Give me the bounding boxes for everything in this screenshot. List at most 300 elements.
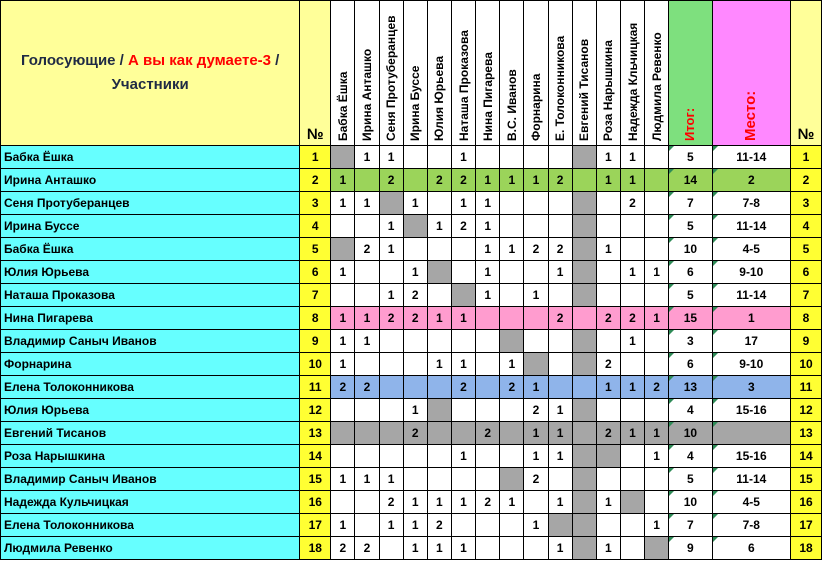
table-row <box>1 399 822 422</box>
participant-column-header: В.С. Иванов <box>500 1 524 146</box>
vote-cell: 1 <box>427 491 451 514</box>
title-participants: / Участники <box>111 52 280 93</box>
vote-cell <box>572 353 596 376</box>
row-number: 16 <box>300 491 331 514</box>
vote-cell <box>403 169 427 192</box>
place-cell: 3 <box>712 376 790 399</box>
vote-cell: 2 <box>403 284 427 307</box>
vote-cell <box>427 284 451 307</box>
vote-cell <box>572 422 596 445</box>
vote-cell <box>403 468 427 491</box>
vote-cell <box>427 192 451 215</box>
vote-cell <box>524 353 548 376</box>
total-cell: 7 <box>669 514 712 537</box>
vote-cell <box>500 330 524 353</box>
vote-cell <box>331 399 355 422</box>
vote-cell: 1 <box>403 399 427 422</box>
table-row <box>1 169 822 192</box>
row-number-right: 13 <box>791 422 822 445</box>
vote-cell <box>645 468 669 491</box>
vote-cell <box>451 514 475 537</box>
voter-name: Елена Толоконникова <box>1 376 300 399</box>
voter-name: Надежда Кульчицкая <box>1 491 300 514</box>
vote-cell: 1 <box>596 491 620 514</box>
vote-cell: 1 <box>476 215 500 238</box>
vote-cell <box>596 284 620 307</box>
vote-cell: 1 <box>403 192 427 215</box>
row-number: 18 <box>300 537 331 560</box>
vote-cell <box>645 537 669 560</box>
vote-cell: 2 <box>355 537 379 560</box>
voter-name: Юлия Юрьева <box>1 399 300 422</box>
vote-cell <box>572 238 596 261</box>
table-row <box>1 261 822 284</box>
vote-cell: 1 <box>596 238 620 261</box>
vote-cell <box>548 330 572 353</box>
vote-cell <box>572 307 596 330</box>
vote-cell <box>645 353 669 376</box>
participant-column-header: Ирина Анташко <box>355 1 379 146</box>
vote-cell: 1 <box>331 330 355 353</box>
place-cell <box>712 422 790 445</box>
voter-name: Роза Нарышкина <box>1 445 300 468</box>
table-row <box>1 146 822 169</box>
participant-column-header: Евгений Тисанов <box>572 1 596 146</box>
participant-column-header: Нина Пигарева <box>476 1 500 146</box>
vote-cell <box>620 514 644 537</box>
vote-cell: 2 <box>379 491 403 514</box>
place-cell: 4-5 <box>712 238 790 261</box>
vote-cell <box>403 238 427 261</box>
vote-cell <box>476 353 500 376</box>
vote-cell <box>596 192 620 215</box>
vote-cell: 1 <box>476 169 500 192</box>
vote-cell: 1 <box>355 192 379 215</box>
place-cell: 6 <box>712 537 790 560</box>
vote-cell <box>355 261 379 284</box>
vote-cell <box>572 514 596 537</box>
vote-cell <box>476 514 500 537</box>
vote-cell: 1 <box>620 261 644 284</box>
vote-cell: 2 <box>476 422 500 445</box>
vote-cell: 1 <box>451 146 475 169</box>
vote-cell: 1 <box>524 514 548 537</box>
vote-cell <box>379 422 403 445</box>
row-number: 4 <box>300 215 331 238</box>
vote-cell: 2 <box>403 307 427 330</box>
total-cell: 10 <box>669 422 712 445</box>
vote-cell: 1 <box>331 353 355 376</box>
table-row <box>1 238 822 261</box>
vote-cell <box>476 445 500 468</box>
vote-cell <box>331 445 355 468</box>
row-number-right: 5 <box>791 238 822 261</box>
vote-cell: 1 <box>620 146 644 169</box>
row-number-right: 10 <box>791 353 822 376</box>
vote-cell <box>331 422 355 445</box>
vote-cell <box>548 192 572 215</box>
vote-cell <box>500 468 524 491</box>
vote-cell <box>548 353 572 376</box>
vote-cell <box>355 399 379 422</box>
vote-cell: 1 <box>451 491 475 514</box>
vote-cell <box>500 261 524 284</box>
voter-name: Наташа Проказова <box>1 284 300 307</box>
vote-cell: 1 <box>524 422 548 445</box>
vote-cell <box>596 261 620 284</box>
vote-cell: 1 <box>403 514 427 537</box>
place-cell: 11-14 <box>712 284 790 307</box>
vote-cell <box>331 146 355 169</box>
vote-cell <box>548 284 572 307</box>
vote-cell <box>548 146 572 169</box>
place-cell: 11-14 <box>712 215 790 238</box>
row-number-right: 11 <box>791 376 822 399</box>
vote-cell: 1 <box>476 284 500 307</box>
vote-cell <box>572 376 596 399</box>
vote-cell: 2 <box>451 376 475 399</box>
vote-cell: 1 <box>379 284 403 307</box>
vote-cell: 1 <box>645 261 669 284</box>
place-cell: 15-16 <box>712 399 790 422</box>
vote-cell <box>548 468 572 491</box>
vote-cell: 1 <box>451 537 475 560</box>
row-number-right: 4 <box>791 215 822 238</box>
vote-cell: 1 <box>331 192 355 215</box>
table-row <box>1 353 822 376</box>
vote-cell: 2 <box>451 169 475 192</box>
row-number: 17 <box>300 514 331 537</box>
vote-cell <box>451 399 475 422</box>
participant-column-header: Наташа Проказова <box>451 1 475 146</box>
vote-cell: 1 <box>331 307 355 330</box>
total-cell: 4 <box>669 445 712 468</box>
vote-cell <box>524 192 548 215</box>
vote-cell <box>524 261 548 284</box>
vote-cell: 2 <box>403 422 427 445</box>
vote-cell: 1 <box>620 330 644 353</box>
vote-cell <box>451 468 475 491</box>
vote-cell: 2 <box>476 491 500 514</box>
table-row <box>1 422 822 445</box>
place-cell: 17 <box>712 330 790 353</box>
vote-cell: 1 <box>548 261 572 284</box>
participant-column-header: Бабка Ёшка <box>331 1 355 146</box>
vote-cell <box>379 330 403 353</box>
vote-cell <box>572 468 596 491</box>
vote-cell: 2 <box>548 238 572 261</box>
vote-cell <box>355 284 379 307</box>
vote-cell: 1 <box>645 514 669 537</box>
vote-cell <box>355 491 379 514</box>
vote-cell <box>476 307 500 330</box>
vote-cell <box>500 215 524 238</box>
table-row <box>1 192 822 215</box>
vote-cell: 1 <box>548 399 572 422</box>
vote-cell <box>379 192 403 215</box>
row-number: 7 <box>300 284 331 307</box>
voter-name: Елена Толоконникова <box>1 514 300 537</box>
voter-name: Бабка Ёшка <box>1 238 300 261</box>
total-cell: 5 <box>669 468 712 491</box>
vote-cell <box>476 330 500 353</box>
row-number: 2 <box>300 169 331 192</box>
participant-column-header: Надежда Кльчицкая <box>620 1 644 146</box>
participant-column-header: Ирина Буссе <box>403 1 427 146</box>
vote-cell <box>572 169 596 192</box>
header-row <box>1 1 822 146</box>
vote-cell <box>427 238 451 261</box>
voter-name: Ирина Анташко <box>1 169 300 192</box>
vote-cell <box>645 284 669 307</box>
row-number-right: 6 <box>791 261 822 284</box>
vote-cell: 2 <box>500 376 524 399</box>
voter-name: Форнарина <box>1 353 300 376</box>
total-cell: 14 <box>669 169 712 192</box>
place-cell: 11-14 <box>712 468 790 491</box>
vote-cell: 1 <box>548 537 572 560</box>
table-row <box>1 215 822 238</box>
vote-cell <box>427 422 451 445</box>
vote-cell: 1 <box>548 491 572 514</box>
total-cell: 10 <box>669 491 712 514</box>
row-number: 6 <box>300 261 331 284</box>
row-number-right: 17 <box>791 514 822 537</box>
vote-cell <box>596 445 620 468</box>
row-number: 13 <box>300 422 331 445</box>
vote-cell: 1 <box>355 307 379 330</box>
vote-cell: 1 <box>596 169 620 192</box>
vote-cell <box>645 169 669 192</box>
vote-cell: 1 <box>331 514 355 537</box>
vote-cell: 1 <box>355 146 379 169</box>
vote-cell <box>403 376 427 399</box>
vote-cell <box>645 491 669 514</box>
table-row <box>1 376 822 399</box>
row-number-right: 8 <box>791 307 822 330</box>
vote-cell: 1 <box>451 192 475 215</box>
vote-cell <box>379 261 403 284</box>
vote-cell: 1 <box>500 238 524 261</box>
vote-cell <box>645 238 669 261</box>
vote-cell <box>572 491 596 514</box>
vote-cell <box>451 284 475 307</box>
vote-cell <box>645 215 669 238</box>
vote-cell <box>500 537 524 560</box>
vote-cell: 1 <box>548 445 572 468</box>
vote-cell: 2 <box>524 238 548 261</box>
total-cell: 10 <box>669 238 712 261</box>
vote-cell <box>524 215 548 238</box>
vote-cell: 1 <box>427 307 451 330</box>
vote-cell <box>379 399 403 422</box>
table-row <box>1 307 822 330</box>
participant-column-header: Сеня Протуберанцев <box>379 1 403 146</box>
vote-cell <box>645 399 669 422</box>
total-cell: 15 <box>669 307 712 330</box>
voter-name: Владимир Саныч Иванов <box>1 330 300 353</box>
vote-cell <box>524 537 548 560</box>
participant-column-header: Юлия Юрьева <box>427 1 451 146</box>
row-number-right: 1 <box>791 146 822 169</box>
vote-cell <box>355 445 379 468</box>
vote-cell: 1 <box>451 307 475 330</box>
title-contest: А вы как думаете-3 <box>128 52 271 69</box>
vote-cell <box>572 261 596 284</box>
vote-cell <box>427 146 451 169</box>
vote-cell: 1 <box>379 146 403 169</box>
vote-cell <box>596 399 620 422</box>
vote-cell <box>645 146 669 169</box>
row-number: 8 <box>300 307 331 330</box>
vote-cell <box>403 215 427 238</box>
vote-cell <box>572 192 596 215</box>
vote-cell <box>620 491 644 514</box>
mesto-header: Место: <box>712 1 790 146</box>
voter-name: Нина Пигарева <box>1 307 300 330</box>
vote-cell <box>500 514 524 537</box>
vote-cell: 1 <box>596 537 620 560</box>
vote-cell <box>620 537 644 560</box>
vote-cell <box>572 445 596 468</box>
vote-cell <box>451 422 475 445</box>
vote-cell <box>476 146 500 169</box>
vote-cell <box>451 261 475 284</box>
vote-cell: 1 <box>476 261 500 284</box>
table-title <box>1 1 300 146</box>
vote-cell: 1 <box>427 215 451 238</box>
vote-cell: 1 <box>451 445 475 468</box>
vote-cell: 2 <box>596 422 620 445</box>
vote-cell <box>379 537 403 560</box>
voter-name: Юлия Юрьева <box>1 261 300 284</box>
title-voters: Голосующие / <box>20 52 124 69</box>
vote-cell <box>427 445 451 468</box>
vote-cell: 2 <box>331 376 355 399</box>
vote-cell <box>572 537 596 560</box>
vote-cell: 1 <box>403 261 427 284</box>
place-cell: 9-10 <box>712 261 790 284</box>
vote-cell <box>500 307 524 330</box>
vote-cell <box>645 192 669 215</box>
vote-cell <box>572 146 596 169</box>
row-number: 15 <box>300 468 331 491</box>
row-number-right: 12 <box>791 399 822 422</box>
vote-cell <box>620 353 644 376</box>
vote-cell <box>620 399 644 422</box>
row-number-right: 18 <box>791 537 822 560</box>
table-row <box>1 445 822 468</box>
vote-cell: 1 <box>524 169 548 192</box>
voter-name: Владимир Саныч Иванов <box>1 468 300 491</box>
total-cell: 6 <box>669 261 712 284</box>
place-cell: 4-5 <box>712 491 790 514</box>
vote-cell <box>379 353 403 376</box>
vote-cell <box>524 307 548 330</box>
vote-cell <box>379 445 403 468</box>
table-row <box>1 514 822 537</box>
vote-cell: 1 <box>331 261 355 284</box>
vote-cell <box>403 146 427 169</box>
vote-cell <box>427 376 451 399</box>
vote-cell <box>572 330 596 353</box>
vote-cell: 1 <box>620 422 644 445</box>
vote-cell <box>620 445 644 468</box>
vote-cell <box>548 376 572 399</box>
vote-cell: 1 <box>355 468 379 491</box>
vote-cell <box>548 514 572 537</box>
vote-cell: 1 <box>379 514 403 537</box>
total-cell: 5 <box>669 215 712 238</box>
total-cell: 4 <box>669 399 712 422</box>
vote-cell: 1 <box>403 537 427 560</box>
participant-column-header: Людмила Ревенко <box>645 1 669 146</box>
vote-cell: 2 <box>355 238 379 261</box>
vote-cell <box>403 330 427 353</box>
vote-cell: 1 <box>500 169 524 192</box>
vote-cell: 1 <box>331 169 355 192</box>
table-row <box>1 537 822 560</box>
total-cell: 5 <box>669 146 712 169</box>
voter-name: Людмила Ревенко <box>1 537 300 560</box>
vote-cell: 1 <box>596 146 620 169</box>
vote-cell: 1 <box>620 169 644 192</box>
vote-cell: 2 <box>645 376 669 399</box>
voter-name: Евгений Тисанов <box>1 422 300 445</box>
vote-cell <box>548 215 572 238</box>
vote-cell: 1 <box>331 468 355 491</box>
vote-cell <box>500 399 524 422</box>
vote-cell <box>500 422 524 445</box>
vote-cell <box>500 445 524 468</box>
row-number: 5 <box>300 238 331 261</box>
vote-cell <box>572 215 596 238</box>
vote-cell <box>572 399 596 422</box>
participant-column-header: Роза Нарышкина <box>596 1 620 146</box>
row-number: 12 <box>300 399 331 422</box>
vote-cell: 1 <box>524 445 548 468</box>
vote-cell <box>620 284 644 307</box>
row-number-right: 15 <box>791 468 822 491</box>
vote-cell: 2 <box>524 468 548 491</box>
vote-cell <box>500 192 524 215</box>
vote-cell: 1 <box>451 353 475 376</box>
vote-cell: 2 <box>596 353 620 376</box>
vote-cell <box>331 215 355 238</box>
vote-cell <box>645 330 669 353</box>
total-cell: 5 <box>669 284 712 307</box>
vote-cell <box>427 330 451 353</box>
vote-cell <box>476 537 500 560</box>
vote-cell <box>355 353 379 376</box>
vote-cell: 1 <box>427 537 451 560</box>
vote-cell: 1 <box>645 445 669 468</box>
vote-cell <box>620 215 644 238</box>
vote-cell: 1 <box>645 307 669 330</box>
table-row <box>1 284 822 307</box>
place-cell: 7-8 <box>712 192 790 215</box>
vote-cell <box>524 330 548 353</box>
vote-cell: 1 <box>476 238 500 261</box>
vote-cell <box>524 491 548 514</box>
vote-cell: 2 <box>620 192 644 215</box>
vote-cell <box>596 514 620 537</box>
row-number-right: 16 <box>791 491 822 514</box>
vote-cell: 1 <box>645 422 669 445</box>
vote-cell <box>427 468 451 491</box>
total-cell: 7 <box>669 192 712 215</box>
vote-cell <box>451 238 475 261</box>
